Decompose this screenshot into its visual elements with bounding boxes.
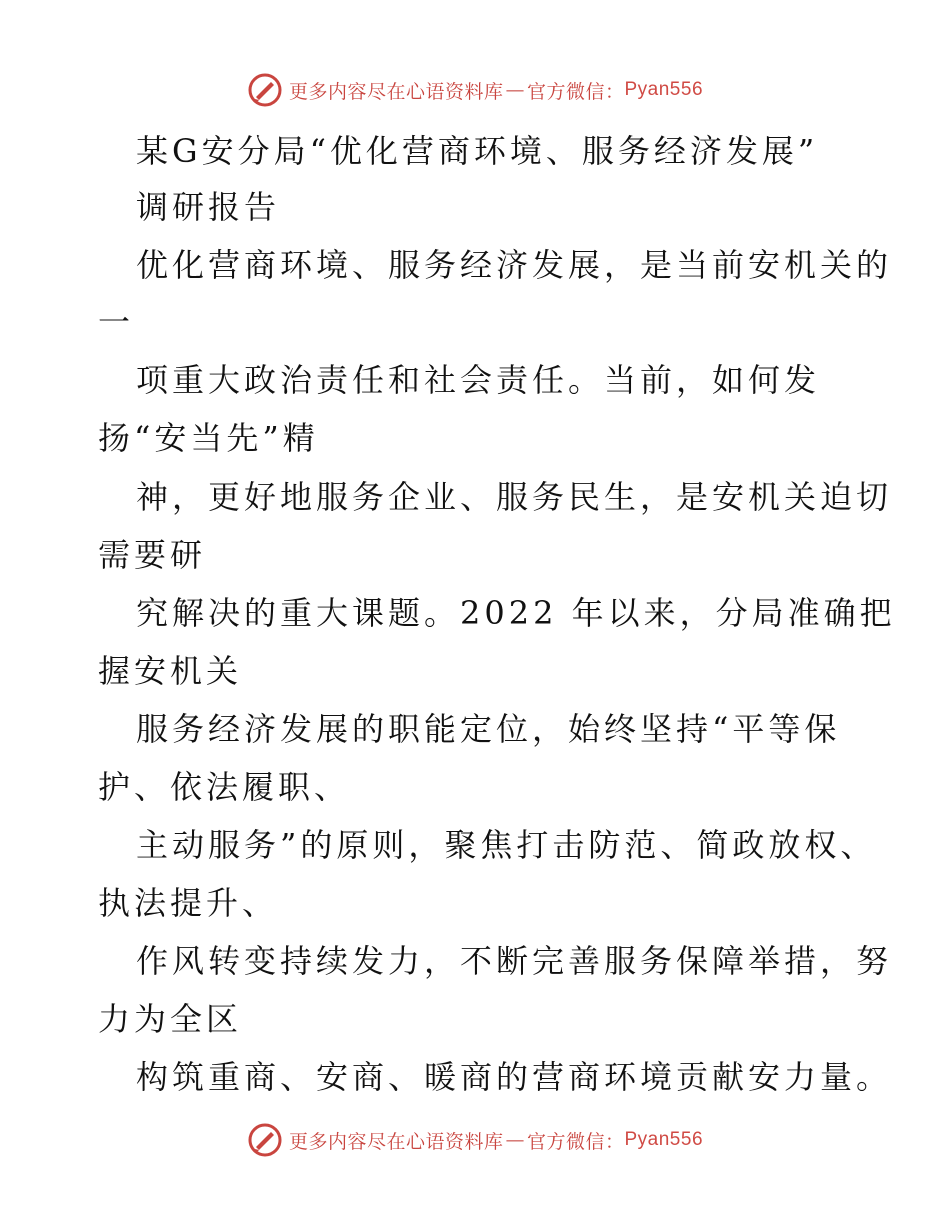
document-title-line-1: 某G安分局“优化营商环境、服务经济发展” xyxy=(136,132,819,170)
watermark-separator: — xyxy=(505,79,525,101)
paragraph-line: 一 xyxy=(98,303,135,341)
paragraph-line: 扬“安当先”精 xyxy=(98,419,319,457)
quill-seal-icon xyxy=(247,1122,283,1158)
watermark-text: 更多内容尽在心语资料库 xyxy=(288,80,504,103)
paragraph-line: 力为全区 xyxy=(98,1000,243,1038)
paragraph-line: 需要研 xyxy=(98,536,207,574)
watermark-text: 更多内容尽在心语资料库 xyxy=(288,1130,504,1153)
watermark-label: 官方微信： xyxy=(526,80,625,103)
paragraph-line: 服务经济发展的职能定位，始终坚持“平等保 xyxy=(136,710,841,748)
paragraph-line: 项重大政治责任和社会责任。当前，如何发 xyxy=(136,361,821,399)
paragraph-line: 究解决的重大课题。2022 年以来，分局准确把 xyxy=(136,594,896,632)
watermark-separator: — xyxy=(505,1129,525,1151)
paragraph-line: 优化营商环境、服务经济发展，是当前安机关的 xyxy=(136,246,893,284)
paragraph-line: 作风转变持续发力，不断完善服务保障举措，努 xyxy=(136,942,893,980)
paragraph-line: 握安机关 xyxy=(98,652,243,690)
paragraph-line: 神，更好地服务企业、服务民生，是安机关迫切 xyxy=(136,478,893,516)
watermark-wechat-id: Pyan556 xyxy=(624,1129,704,1150)
document-title-line-2: 调研报告 xyxy=(136,188,281,226)
paragraph-line: 构筑重商、安商、暖商的营商环境贡献安力量。 xyxy=(136,1058,893,1096)
paragraph-line: 护、依法履职、 xyxy=(98,768,351,806)
watermark-label: 官方微信： xyxy=(526,1130,625,1153)
paragraph-line: 执法提升、 xyxy=(98,884,279,922)
paragraph-line: 主动服务”的原则，聚焦打击防范、简政放权、 xyxy=(136,826,877,864)
watermark-wechat-id: Pyan556 xyxy=(624,79,704,100)
footer-watermark xyxy=(0,1120,950,1160)
